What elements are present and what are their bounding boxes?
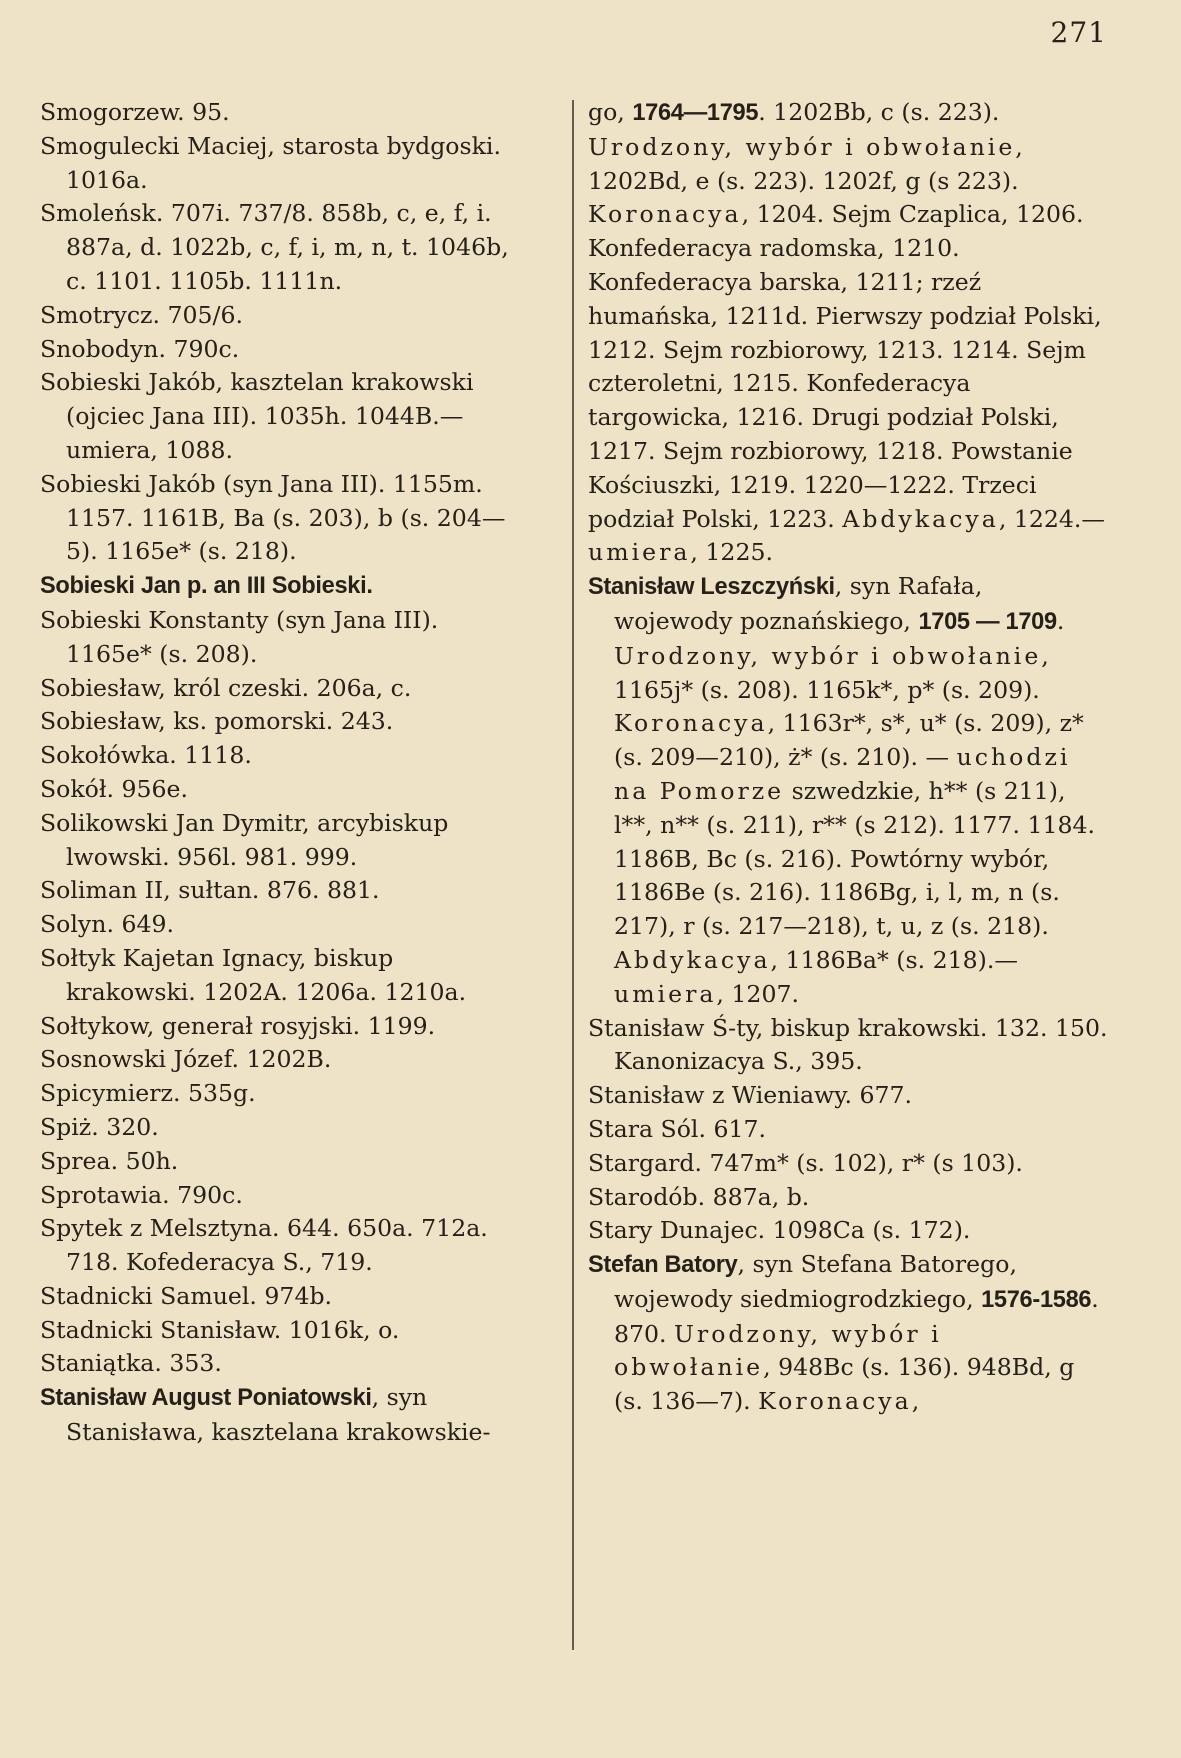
entry-text: Solyn. 649. [40,910,174,939]
entry-text: Stanisław z Wieniawy. 677. [588,1081,912,1110]
entry-text: Stargard. 747m* (s. 102), r* (s 103). [588,1148,1023,1177]
index-entry [40,569,530,604]
entry-text: Solikowski Jan Dymitr, arcybiskup lwowski. 956l. 981. 999. [40,808,449,871]
entry-text: Smogulecki Maciej, starosta bydgoski. 1016a. [40,131,501,194]
index-entry [588,1248,1108,1419]
entry-text: Sobiesław, ks. pomorski. 243. [40,707,394,736]
index-entry [588,1214,1108,1248]
index-entry [40,1043,530,1077]
index-entry [40,1145,530,1179]
entry-heading: Stefan Batory [588,1252,738,1279]
entry-text: Sosnowski Józef. 1202B. [40,1045,332,1074]
entry-text: Spiż. 320. [40,1112,159,1141]
entry-emphasis: umiera [614,979,717,1008]
entry-text: , 1165j* (s. 208). 1165k*, p* (s. 209). [614,641,1049,704]
entry-text: Starodób. 887a, b. [588,1182,810,1211]
entry-text: Stary Dunajec. 1098Ca (s. 172). [588,1216,971,1245]
entry-text: Sokół. 956e. [40,774,189,803]
index-entry [40,333,530,367]
entry-emphasis: Koronacya [588,200,742,229]
entry-text: , 1225. [690,538,773,567]
index-entry [40,1314,530,1348]
index-entry [40,705,530,739]
entry-heading: 1705 — 1709 [918,608,1057,635]
entry-text: , syn Rafała, wojewody poznańskiego, [614,572,983,635]
index-entry [40,299,530,333]
index-entry [40,1381,530,1450]
entry-text: Sołtykow, generał rosyjski. 1199. [40,1011,436,1040]
entry-text: . 1202Bb, c (s. 223). [758,98,1000,126]
entry-text: Sobiesław, król czeski. 206a, c. [40,673,412,702]
entry-text: szwedzkie, h** (s 211), l**, n** (s. 211), r** (s 212). 1177. 1184. 1186B, Bc (s. 216). Powtórny wybór, 1186Be (s. 216). 1186Bg, i, l, m, n (s. 217), r (s. 217—218), t, u, z (s. 218). [614,776,1095,941]
column-divider [572,100,574,1650]
index-entry [40,1010,530,1044]
index-entry [40,604,530,672]
index-entry [588,1012,1108,1080]
index-entry [40,1280,530,1314]
entry-text: Staniątka. 353. [40,1349,222,1378]
entry-heading: Sobieski Jan p. an III Sobieski. [40,573,373,600]
entry-text: Stanisław Ś-ty, biskup krakowski. 132. 150. Kanonizacya S., 395. [588,1013,1108,1076]
index-entry [40,874,530,908]
entry-text: Sobieski Konstanty (syn Jana III). 1165e* (s. 208). [40,605,439,668]
index-entry [40,1111,530,1145]
entry-text: Smotrycz. 705/6. [40,300,243,329]
index-column-right [588,96,1108,1419]
entry-text: Spytek z Melsztyna. 644. 650a. 712a. 718. Kofederacya S., 719. [40,1214,488,1277]
entry-text: Spicymierz. 535g. [40,1079,256,1108]
index-entry [40,773,530,807]
entry-text: go, [588,98,633,126]
index-entry [40,366,530,467]
index-entry [40,739,530,773]
index-entry [40,672,530,706]
entry-text: Smogorzew. 95. [40,98,230,126]
entry-heading: Stanisław Leszczyński [588,574,835,601]
entry-text: Sokołówka. 1118. [40,741,252,770]
entry-heading: 1764—1795 [632,100,759,126]
index-entry [40,807,530,875]
entry-text: Stara Sól. 617. [588,1114,767,1143]
entry-emphasis: Abdykacya [614,945,771,974]
entry-text: , 1204. Sejm Czaplica, 1206. Konfederacya radomska, 1210. Konfederacya barska, 1211; rzeź humańska, 1211d. Pierwszy podział Polski, 1212. Sejm rozbiorowy, 1213. 1214. Sejm czteroletni, 1215. Konfederacya targowicka, 1216. Drugi podział Polski, 1217. Sejm rozbiorowy, 1218. Powstanie Kościuszki, 1219. 1220—1222. Trzeci podział Polski, 1223. [588,200,1102,533]
index-entry [40,197,530,298]
index-entry [40,468,530,569]
entry-text: , [911,1387,920,1416]
entry-text: Sobieski Jakób (syn Jana III). 1155m. 1157. 1161B, Ba (s. 203), b (s. 204—5). 1165e* (s. 218). [40,469,506,566]
index-entry [40,1077,530,1111]
entry-emphasis: Urodzony, wybór i obwołanie [588,132,1016,161]
entry-text: Sprea. 50h. [40,1146,179,1175]
entry-text: , syn Stanisława, kasztelana krakowskie- [66,1383,491,1447]
entry-text: Smoleńsk. 707i. 737/8. 858b, c, e, f, i. 887a, d. 1022b, c, f, i, m, n, t. 1046b, c. 1101. 1105b. 1111n. [40,199,509,295]
index-entry [40,1179,530,1213]
index-entry [40,130,530,198]
page-number: 271 [1050,16,1107,49]
entry-text: Sołtyk Kajetan Ignacy, biskup krakowski. 1202A. 1206a. 1210a. [40,943,467,1006]
entry-emphasis: Koronacya [758,1387,912,1416]
index-entry [588,1079,1108,1113]
entry-heading: Stanisław August Poniatowski [40,1385,372,1412]
entry-text: , 1186Ba* (s. 218).— [770,945,1018,974]
entry-text: . [1056,606,1065,635]
index-entry [588,96,1108,570]
entry-text: Stadnicki Stanisław. 1016k, o. [40,1315,400,1344]
entry-text: , 1224.— [998,504,1105,533]
index-entry [588,570,1108,1011]
entry-emphasis: umiera [588,538,691,567]
index-entry [40,908,530,942]
entry-emphasis: Urodzony, wybór i obwołanie [614,641,1042,670]
entry-text: Sprotawia. 790c. [40,1180,243,1209]
entry-text: , 1207. [716,979,799,1008]
entry-text: Soliman II, sułtan. 876. 881. [40,876,380,905]
entry-text: Stadnicki Samuel. 974b. [40,1281,333,1310]
entry-emphasis: uchodzi na Pomorze [614,743,1071,805]
entry-text: , 1163r*, s*, u* (s. 209), z* (s. 209—210), ż* (s. 210). — [614,709,1084,772]
index-entry [40,942,530,1010]
entry-text: . 870. [614,1284,1099,1348]
entry-text: Snobodyn. 790c. [40,334,240,363]
index-entry [40,96,530,130]
entry-emphasis: Koronacya [614,709,768,738]
index-entry [588,1181,1108,1215]
index-entry [588,1147,1108,1181]
entry-text: , 1202Bd, e (s. 223). 1202f, g (s 223). [588,132,1023,195]
index-entry [588,1113,1108,1147]
entry-text: , 948Bc (s. 136). 948Bd, g (s. 136—7). [614,1353,1075,1416]
index-column-left [40,96,530,1450]
entry-emphasis: Abdykacya [842,504,999,533]
index-entry [40,1212,530,1280]
index-entry [40,1347,530,1381]
entry-text: , syn Stefana Batorego, wojewody siedmiogrodzkiego, [614,1250,1017,1313]
entry-text: Sobieski Jakób, kasztelan krakowski (ojciec Jana III). 1035h. 1044B.— umiera, 1088. [40,368,474,464]
entry-heading: 1576-1586 [981,1286,1092,1313]
entry-emphasis: Urodzony, wybór i obwołanie [614,1319,942,1382]
